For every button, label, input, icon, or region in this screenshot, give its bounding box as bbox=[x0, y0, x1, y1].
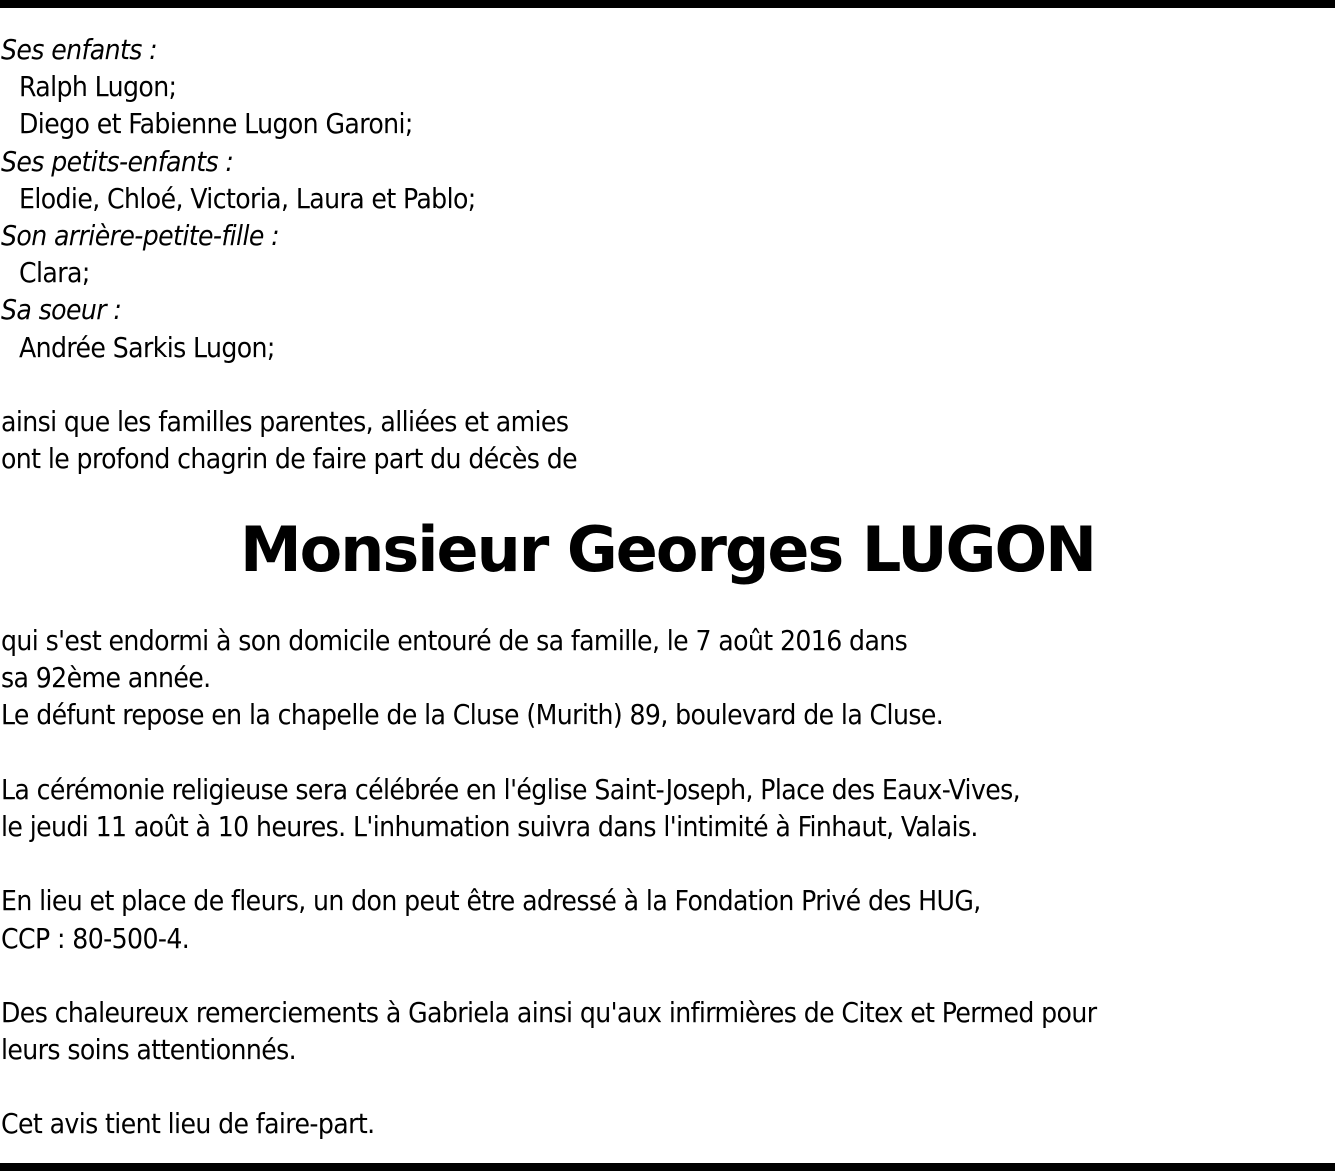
resting-place-line: Le défunt repose en la chapelle de la Cluse (Murith) 89, boulevard de la Cluse. bbox=[1, 698, 944, 732]
top-border-rule bbox=[0, 0, 1335, 8]
family-member: Clara; bbox=[19, 256, 90, 290]
spacer bbox=[1, 366, 1335, 403]
family-member: Ralph Lugon; bbox=[19, 70, 177, 104]
death-line: qui s'est endormi à son domicile entouré de sa famille, le 7 août 2016 dans bbox=[1, 624, 908, 657]
thanks-line: leurs soins attentionnés. bbox=[1, 1033, 297, 1067]
spacer bbox=[1, 734, 1335, 771]
group-label-grandchildren: Ses petits-enfants : bbox=[1, 144, 234, 178]
details-section bbox=[1, 622, 1335, 1143]
donation-line: CCP : 80-500-4. bbox=[1, 921, 190, 955]
intro-line: ainsi que les familles parentes, alliées et amies bbox=[1, 404, 569, 438]
closing-line: Cet avis tient lieu de faire-part. bbox=[1, 1107, 375, 1141]
spacer bbox=[1, 845, 1335, 882]
spacer bbox=[1, 1068, 1335, 1105]
spacer bbox=[1, 957, 1335, 994]
deceased-name-heading: Monsieur Georges LUGON bbox=[239, 513, 1096, 586]
group-label-sister: Sa soeur : bbox=[1, 293, 122, 327]
group-label-children: Ses enfants : bbox=[1, 33, 158, 66]
family-member: Diego et Fabienne Lugon Garoni; bbox=[19, 107, 413, 141]
group-label-great-granddaughter: Son arrière-petite-fille : bbox=[1, 218, 280, 252]
ceremony-line: le jeudi 11 août à 10 heures. L'inhumation suivra dans l'intimité à Finhaut, Valais. bbox=[1, 809, 978, 843]
thanks-line: Des chaleureux remerciements à Gabriela ainsi qu'aux infirmières de Citex et Permed pour bbox=[1, 995, 1097, 1029]
intro-line: ont le profond chagrin de faire part du décès de bbox=[1, 442, 578, 476]
family-section bbox=[1, 31, 1335, 477]
ceremony-line: La cérémonie religieuse sera célébrée en l'église Saint-Joseph, Place des Eaux-Vives, bbox=[1, 772, 1021, 806]
family-member: Andrée Sarkis Lugon; bbox=[19, 330, 275, 364]
donation-line: En lieu et place de fleurs, un don peut être adressé à la Fondation Privé des HUG, bbox=[1, 884, 981, 918]
bottom-border-rule bbox=[0, 1163, 1335, 1171]
death-line: sa 92ème année. bbox=[1, 661, 211, 695]
family-member: Elodie, Chloé, Victoria, Laura et Pablo; bbox=[19, 181, 476, 215]
